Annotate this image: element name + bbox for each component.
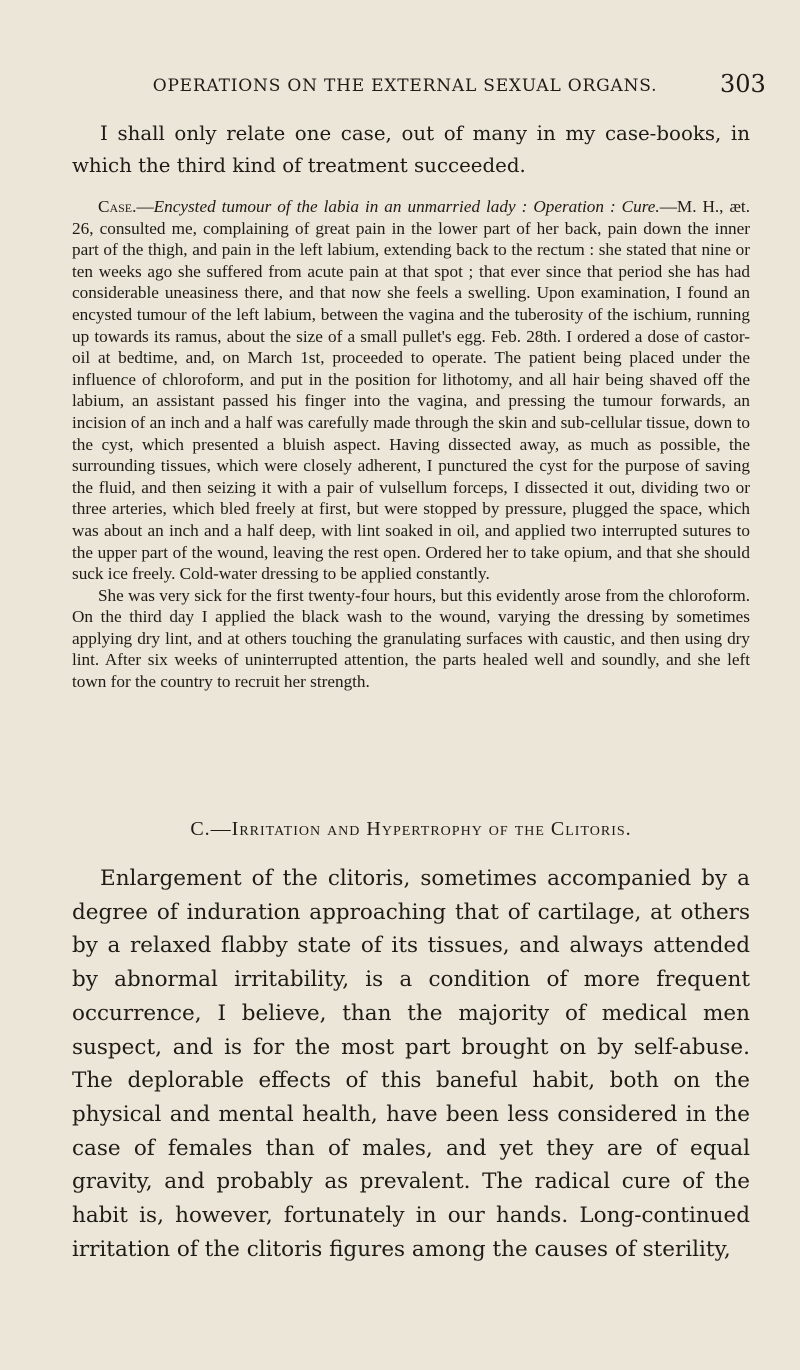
- case-dash: —: [136, 197, 154, 216]
- case-report: [72, 196, 750, 693]
- case-label: Case.: [98, 197, 137, 216]
- case-title: Encysted tumour of the labia in an unmarried lady : Operation : Cure.: [153, 197, 660, 216]
- main-paragraph: Enlargement of the clitoris, sometimes accompanied by a degree of induration approaching that of cartilage, at others by a relaxed flabby state of its tissues, and always attended by abnormal irritability, is a condition of more frequent occurrence, I believe, than the majority of medical men suspect, and is for the most part brought on by self-abuse. The deplorable effects of this baneful habit, both on the physical and mental health, have been less considered in the case of females than of males, and yet they are of equal gravity, and probably as prevalent. The radical cure of the habit is, however, fortunately in our hands. Long-continued irritation of the clitoris figures among the causes of sterility,: [72, 866, 750, 1262]
- section-heading: C.—Irritation and Hypertrophy of the Clitoris.: [190, 818, 632, 840]
- case-paragraph-2: She was very sick for the first twenty-four hours, but this evidently arose from the chloroform. On the third day I applied the black wash to the wound, varying the dressing by sometimes applying dry lint, and at others touching the granulating surfaces with caustic, and then using dry lint. After six weeks of uninterrupted attention, the parts healed well and soundly, and she left town for the country to recruit her strength.: [72, 585, 750, 692]
- running-head: OPERATIONS ON THE EXTERNAL SEXUAL ORGANS.: [152, 76, 658, 96]
- case-paragraph-1: [72, 196, 750, 585]
- page-number: 303: [720, 70, 766, 98]
- intro-paragraph: I shall only relate one case, out of many in my case-books, in which the third kind of treatment succeeded.: [72, 122, 750, 177]
- case-body-1: —M. H., æt. 26, consulted me, complaining of great pain in the lower part of her back, pain down the inner part of the thigh, and pain in the left labium, extending back to the rectum : she stated that nine or ten weeks ago she suffered from acute pain at that spot ; that ever since that period she has had considerable uneasiness there, and that now she feels a swelling. Upon examination, I found an encysted tumour of the left labium, between the vagina and the tuberosity of the ischium, running up towards its ramus, about the size of a small pullet's egg. Feb. 28th. I ordered a dose of castor-oil at bedtime, and, on March 1st, proceeded to operate. The patient being placed under the influence of chloroform, and put in the position for lithotomy, and all hair being shaved off the labium, an assistant passed his finger into the vagina, and pressing the tumour forwards, an incision of an inch and a half was carefully made through the skin and sub-cellular tissue, down to the cyst, which presented a bluish aspect. Having dissected away, as much as possible, the surrounding tissues, which were closely adherent, I punctured the cyst for the purpose of saving the fluid, and then seizing it with a pair of vulsellum forceps, I dissected it out, dividing two or three arteries, which bled freely at first, but were stopped by pressure, plugged the space, which was about an inch and a half deep, with lint soaked in oil, and applied two interrupted sutures to the upper part of the wound, leaving the rest open. Ordered her to take opium, and that she should suck ice freely. Cold-water dressing to be applied constantly.: [72, 197, 751, 584]
